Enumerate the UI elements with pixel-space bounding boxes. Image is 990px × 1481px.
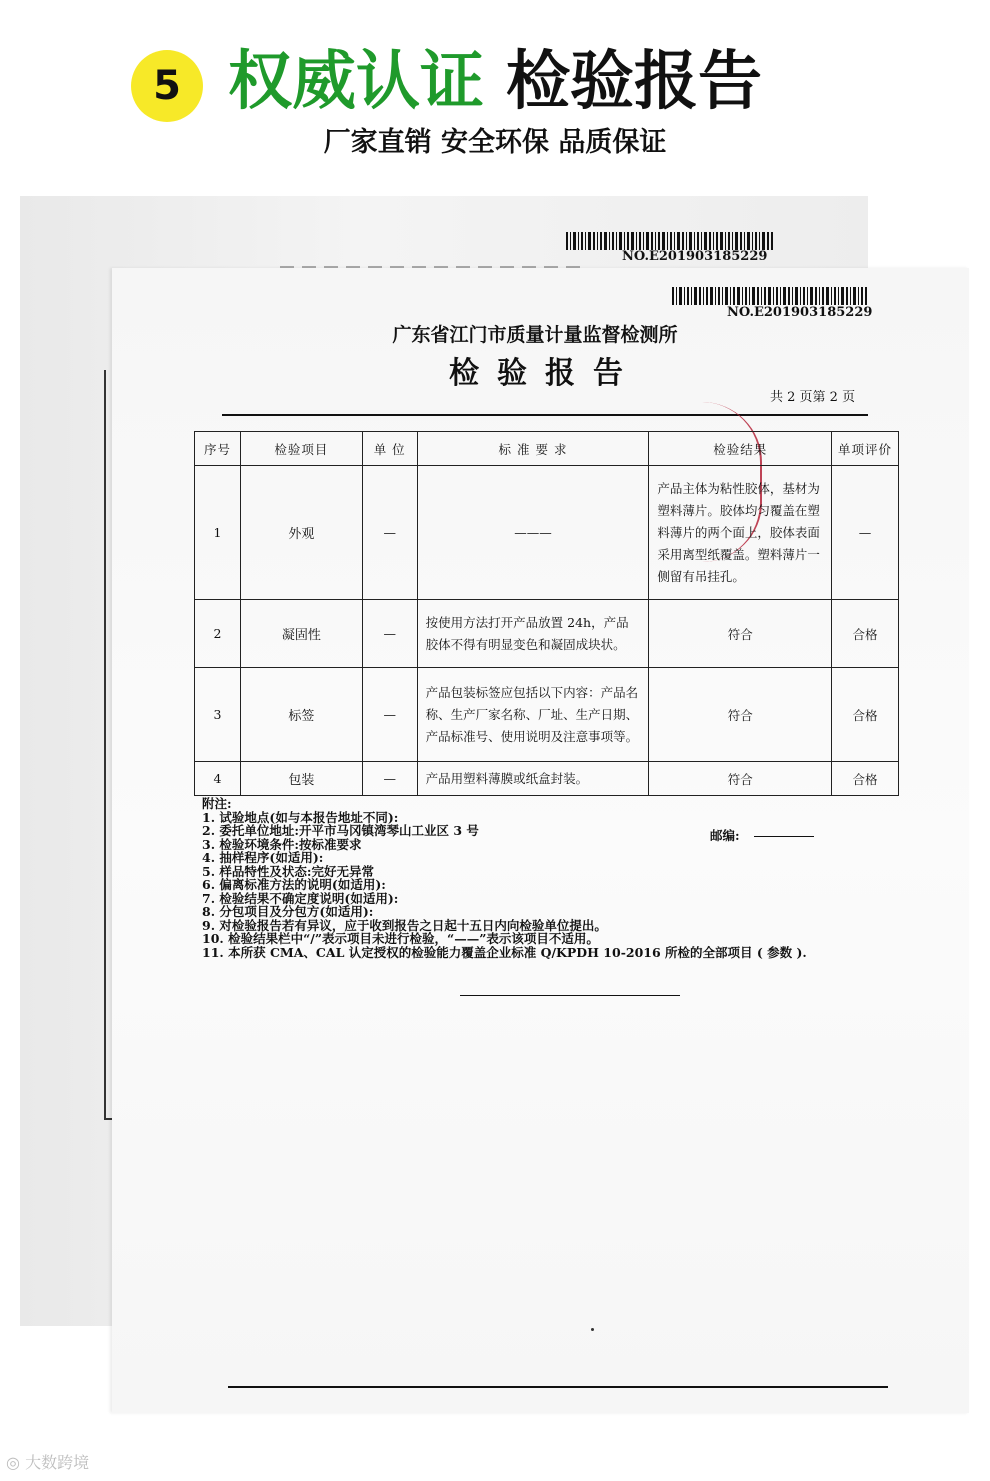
cell-result: 符合 bbox=[649, 668, 832, 762]
cell-result: 符合 bbox=[649, 600, 832, 668]
cell-evaluation: — bbox=[832, 466, 899, 600]
cell-no: 4 bbox=[195, 762, 241, 796]
front-barcode-icon bbox=[672, 287, 868, 305]
footer-rule bbox=[228, 1386, 888, 1388]
testing-organization: 广东省江门市质量计量监督检测所 bbox=[392, 324, 678, 346]
note-line: 9. 对检验报告若有异议，应于收到报告之日起十五日内向检验单位提出。 bbox=[202, 917, 607, 933]
notes-end-rule bbox=[460, 995, 680, 996]
postcode-field bbox=[710, 826, 814, 844]
note-line: 11. 本所获 CMA、CAL 认定授权的检验能力覆盖企业标准 Q/KPDH 10-2016 所检的全部项目 ( 参数 ). bbox=[202, 944, 807, 960]
cell-unit: — bbox=[362, 762, 417, 796]
cell-item: 凝固性 bbox=[240, 600, 362, 668]
table-header-row bbox=[195, 432, 899, 466]
note-line: 7. 检验结果不确定度说明(如适用): bbox=[202, 890, 399, 906]
banner-title bbox=[228, 34, 762, 130]
banner-title-green: 权威认证 bbox=[228, 45, 484, 119]
note-line: 8. 分包项目及分包方(如适用): bbox=[202, 904, 374, 919]
banner-title-black: 检验报告 bbox=[506, 45, 762, 119]
back-barcode-icon bbox=[566, 232, 774, 250]
table-row bbox=[195, 668, 899, 762]
cell-result: 符合 bbox=[649, 762, 832, 796]
note-line: 2. 委托单位地址:开平市马冈镇湾琴山工业区 3 号 bbox=[202, 823, 479, 838]
cell-requirement: 产品包装标签应包括以下内容：产品名称、生产厂家名称、厂址、生产日期、产品标准号、使用说明及注意事项等。 bbox=[417, 668, 649, 762]
cell-evaluation: 合格 bbox=[832, 668, 899, 762]
watermark-logo-icon: ◎ bbox=[6, 1453, 20, 1472]
postcode-label: 邮编: bbox=[710, 828, 740, 843]
note-line: 5. 样品特性及状态:完好无异常 bbox=[202, 863, 375, 879]
cell-requirement: 按使用方法打开产品放置 24h，产品胶体不得有明显变色和凝固成块状。 bbox=[417, 600, 649, 668]
page-info: 共 2 页第 2 页 bbox=[770, 390, 856, 405]
table-row bbox=[195, 762, 899, 796]
cell-item: 外观 bbox=[240, 466, 362, 600]
watermark-text: 大数跨境 bbox=[25, 1453, 90, 1472]
banner-subtitle: 厂家直销 安全环保 品质保证 bbox=[323, 127, 667, 158]
cell-unit: — bbox=[362, 668, 417, 762]
col-header-result: 检验结果 bbox=[649, 432, 832, 466]
note-line: 3. 检验环境条件:按标准要求 bbox=[202, 836, 362, 852]
col-header-requirement: 标 准 要 求 bbox=[417, 432, 649, 466]
note-line: 6. 偏离标准方法的说明(如适用): bbox=[202, 877, 386, 892]
cell-evaluation: 合格 bbox=[832, 762, 899, 796]
cell-no: 2 bbox=[195, 600, 241, 668]
step-number-badge: 5 bbox=[131, 50, 203, 122]
cell-unit: — bbox=[362, 600, 417, 668]
header-rule bbox=[222, 414, 868, 416]
note-line: 1. 试验地点(如与本报告地址不同): bbox=[202, 809, 399, 825]
front-report-number: NO.E201903185229 bbox=[727, 305, 873, 320]
table-row bbox=[195, 600, 899, 668]
note-line: 10. 检验结果栏中“/”表示项目未进行检验，“——”表示该项目不适用。 bbox=[202, 931, 599, 946]
notes-title: 附注: bbox=[202, 796, 232, 811]
cell-item: 包装 bbox=[240, 762, 362, 796]
watermark bbox=[6, 1450, 89, 1473]
paper-dot bbox=[591, 1328, 594, 1331]
notes-section bbox=[202, 797, 807, 959]
postcode-blank bbox=[754, 836, 814, 837]
cell-requirement: 产品用塑料薄膜或纸盒封装。 bbox=[417, 762, 649, 796]
cell-item: 标签 bbox=[240, 668, 362, 762]
cell-no: 1 bbox=[195, 466, 241, 600]
back-report-number: NO.E201903185229 bbox=[622, 249, 768, 264]
cell-requirement: ——— bbox=[417, 466, 649, 600]
banner-header bbox=[0, 0, 990, 190]
inspection-table bbox=[194, 431, 899, 796]
table-row bbox=[195, 466, 899, 600]
cell-evaluation: 合格 bbox=[832, 600, 899, 668]
cell-result: 产品主体为粘性胶体，基材为塑料薄片。胶体均匀覆盖在塑料薄片的两个面上，胶体表面采用离型纸覆盖。塑料薄片一侧留有吊挂孔。 bbox=[649, 466, 832, 600]
col-header-no: 序号 bbox=[195, 432, 241, 466]
back-sheet-border-line bbox=[104, 370, 106, 1120]
col-header-unit: 单 位 bbox=[362, 432, 417, 466]
cell-no: 3 bbox=[195, 668, 241, 762]
cell-unit: — bbox=[362, 466, 417, 600]
note-line: 4. 抽样程序(如适用): bbox=[202, 850, 324, 865]
col-header-item: 检验项目 bbox=[240, 432, 362, 466]
col-header-evaluation: 单项评价 bbox=[832, 432, 899, 466]
report-title: 检验报告 bbox=[449, 356, 641, 391]
